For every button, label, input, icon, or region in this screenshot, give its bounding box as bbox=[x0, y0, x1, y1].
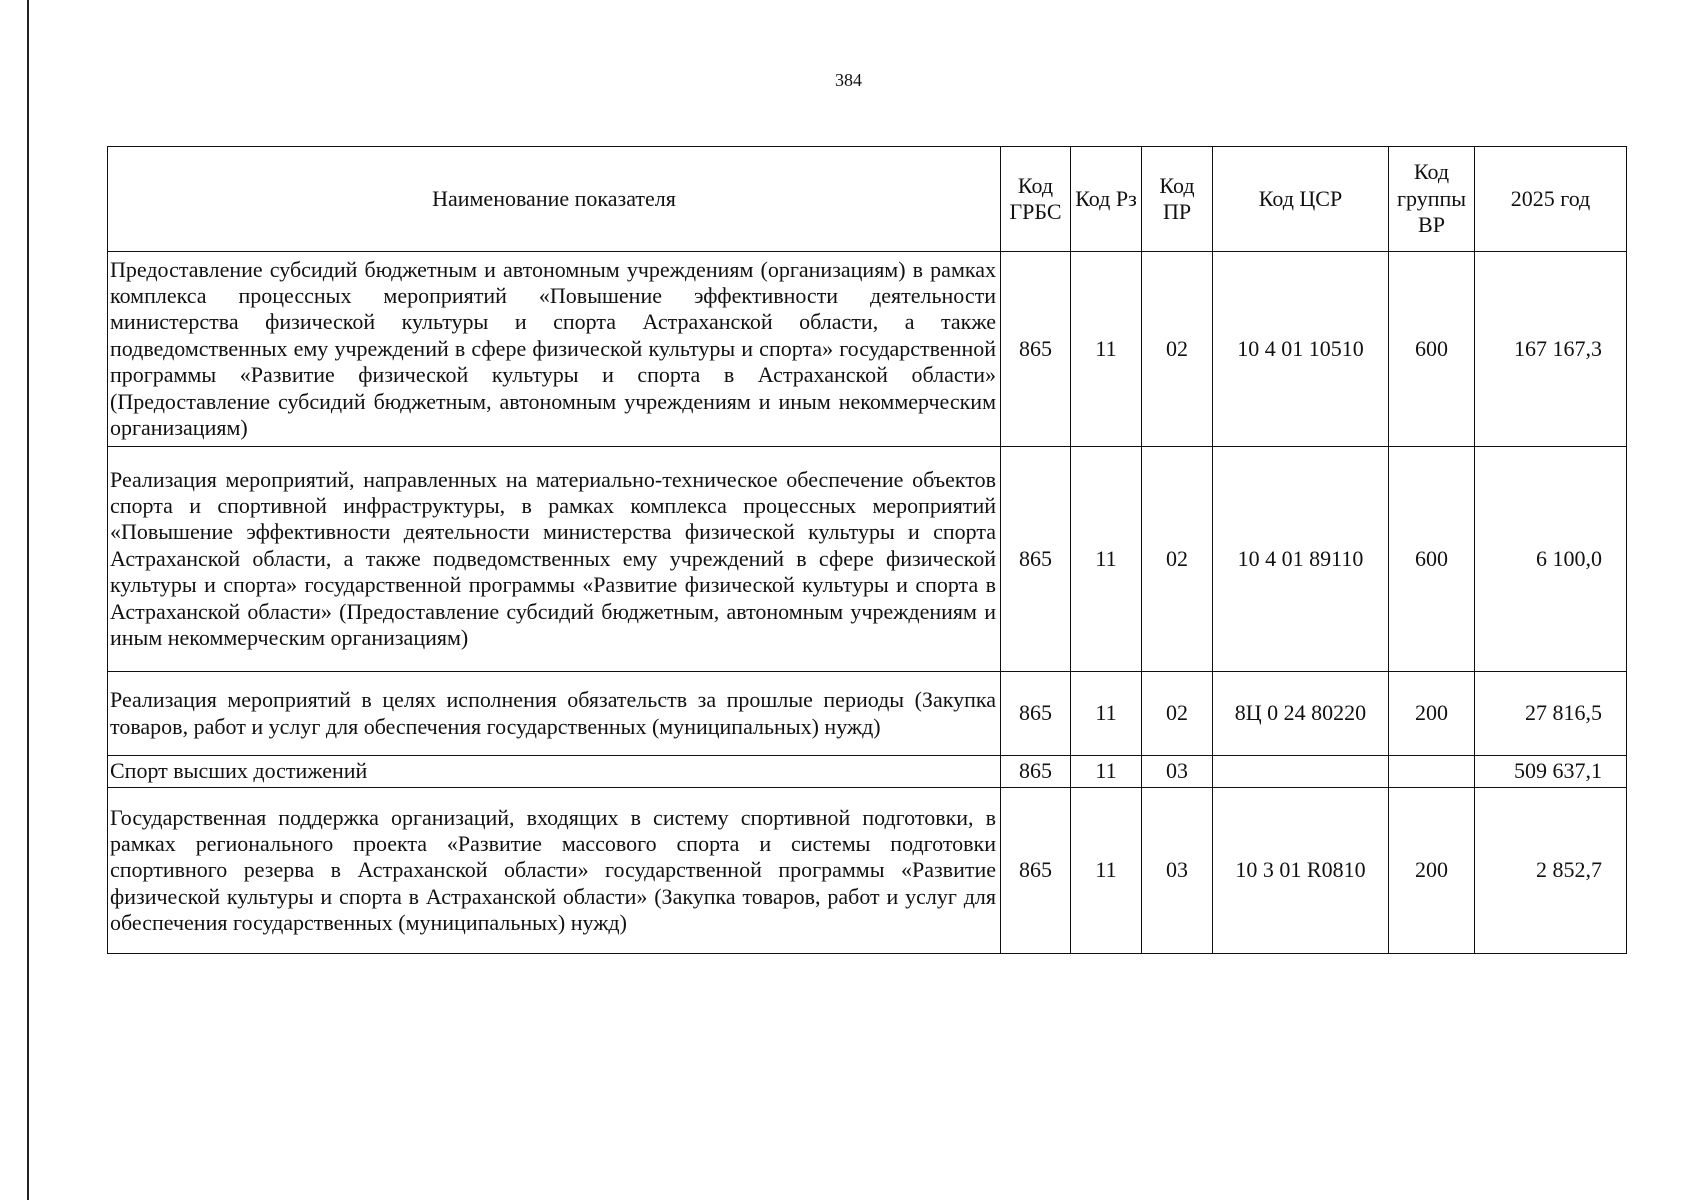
header-vr: Код группы ВР bbox=[1389, 147, 1475, 252]
cell-csr: 10 4 01 89110 bbox=[1213, 447, 1389, 672]
cell-amount: 167 167,3 bbox=[1475, 252, 1627, 447]
table-header-row bbox=[108, 147, 1627, 252]
cell-vr: 600 bbox=[1389, 252, 1475, 447]
cell-rz: 11 bbox=[1071, 447, 1142, 672]
cell-grbs: 865 bbox=[1001, 447, 1071, 672]
cell-vr: 200 bbox=[1389, 788, 1475, 954]
cell-name: Предоставление субсидий бюджетным и автономным учреждениям (организациям) в рамках комплекса процессных мероприятий «Повышение эффективности деятельности министерства физической культуры и спорта Астраханской области, а также подведомственных ему учреждений в сфере физической культуры и спорта» государственной программы «Развитие физической культуры и спорта в Астраханской области» (Предоставление субсидий бюджетным, автономным учреждениям и иным некоммерческим организациям) bbox=[108, 252, 1001, 447]
cell-grbs: 865 bbox=[1001, 252, 1071, 447]
cell-grbs: 865 bbox=[1001, 788, 1071, 954]
cell-vr bbox=[1389, 756, 1475, 788]
cell-amount: 2 852,7 bbox=[1475, 788, 1627, 954]
cell-csr: 8Ц 0 24 80220 bbox=[1213, 672, 1389, 756]
cell-pr: 03 bbox=[1142, 756, 1213, 788]
cell-csr: 10 3 01 R0810 bbox=[1213, 788, 1389, 954]
header-name: Наименование показателя bbox=[108, 147, 1001, 252]
table-row bbox=[108, 672, 1627, 756]
cell-grbs: 865 bbox=[1001, 756, 1071, 788]
cell-name: Реализация мероприятий в целях исполнения обязательств за прошлые периоды (Закупка товаров, работ и услуг для обеспечения государственных (муниципальных) нужд) bbox=[108, 672, 1001, 756]
cell-amount: 27 816,5 bbox=[1475, 672, 1627, 756]
cell-vr: 200 bbox=[1389, 672, 1475, 756]
header-grbs: Код ГРБС bbox=[1001, 147, 1071, 252]
cell-vr: 600 bbox=[1389, 447, 1475, 672]
cell-pr: 03 bbox=[1142, 788, 1213, 954]
cell-rz: 11 bbox=[1071, 788, 1142, 954]
cell-rz: 11 bbox=[1071, 252, 1142, 447]
cell-amount: 6 100,0 bbox=[1475, 447, 1627, 672]
cell-name: Реализация мероприятий, направленных на материально-техническое обеспечение объектов спорта и спортивной инфраструктуры, в рамках комплекса процессных мероприятий «Повышение эффективности деятельности министерства физической культуры и спорта Астраханской области, а также подведомственных ему учреждений в сфере физической культуры и спорта» государственной программы «Развитие физической культуры и спорта в Астраханской области» (Предоставление субсидий бюджетным, автономным учреждениям и иным некоммерческим организациям) bbox=[108, 447, 1001, 672]
table-row bbox=[108, 252, 1627, 447]
table-row bbox=[108, 788, 1627, 954]
page-number: 384 bbox=[835, 70, 862, 90]
cell-amount: 509 637,1 bbox=[1475, 756, 1627, 788]
table-row bbox=[108, 756, 1627, 788]
cell-rz: 11 bbox=[1071, 756, 1142, 788]
cell-name: Государственная поддержка организаций, входящих в систему спортивной подготовки, в рамках регионального проекта «Развитие массового спорта и системы подготовки спортивного резерва в Астраханской области» государственной программы «Развитие физической культуры и спорта в Астраханской области» (Закупка товаров, работ и услуг для обеспечения государственных (муниципальных) нужд) bbox=[108, 788, 1001, 954]
budget-table bbox=[107, 146, 1627, 954]
cell-pr: 02 bbox=[1142, 672, 1213, 756]
header-csr: Код ЦСР bbox=[1213, 147, 1389, 252]
header-year: 2025 год bbox=[1475, 147, 1627, 252]
cell-csr: 10 4 01 10510 bbox=[1213, 252, 1389, 447]
cell-name: Спорт высших достижений bbox=[108, 756, 1001, 788]
cell-rz: 11 bbox=[1071, 672, 1142, 756]
cell-csr bbox=[1213, 756, 1389, 788]
scan-edge-line bbox=[27, 0, 29, 1200]
header-pr: Код ПР bbox=[1142, 147, 1213, 252]
cell-pr: 02 bbox=[1142, 447, 1213, 672]
table-row bbox=[108, 447, 1627, 672]
cell-pr: 02 bbox=[1142, 252, 1213, 447]
header-rz: Код Рз bbox=[1071, 147, 1142, 252]
cell-grbs: 865 bbox=[1001, 672, 1071, 756]
